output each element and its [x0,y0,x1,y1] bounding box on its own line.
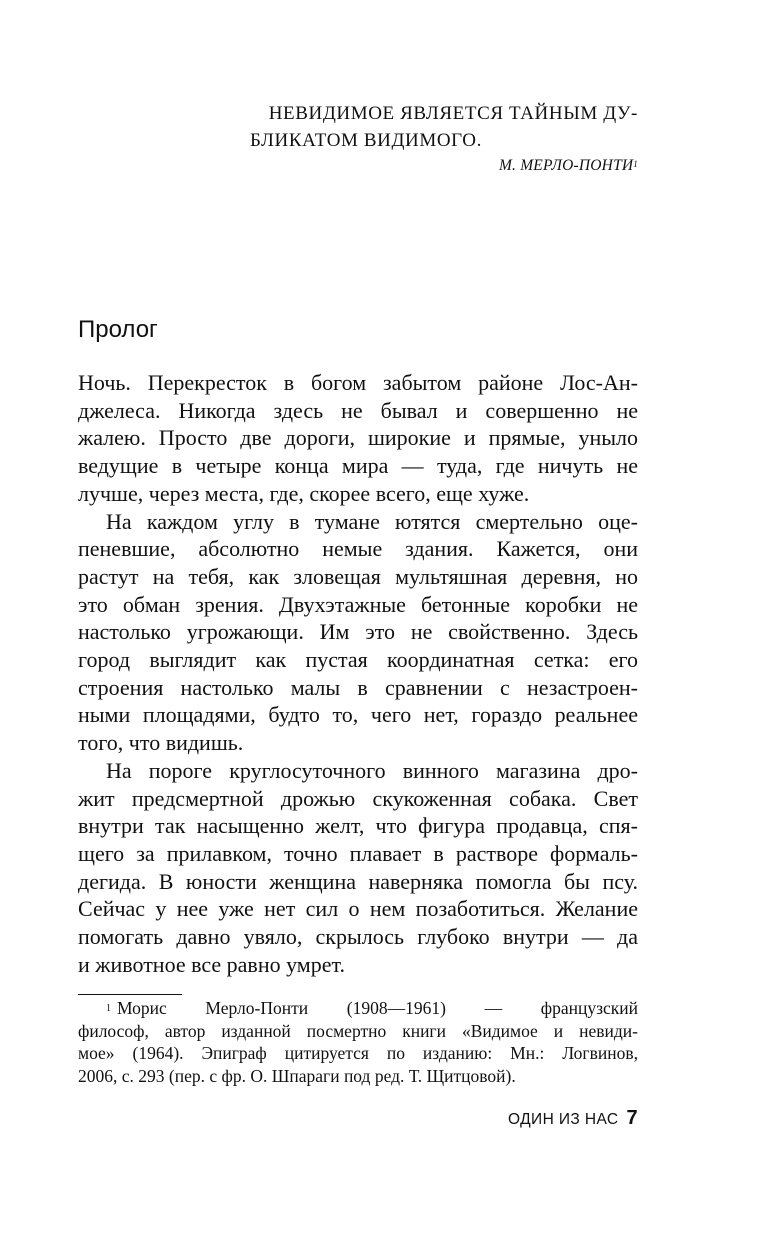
paragraph [78,757,638,979]
text-line: того, что видишь. [78,730,244,756]
text-line: жит предсмертной дрожью скукоженная собака. Свет [78,785,638,811]
footnote-line: 2006, с. 293 (пер. с фр. О. Шпараги под ред. Т. Щитцовой). [78,1065,516,1086]
running-footer [508,1106,638,1132]
epigraph-line: НЕВИДИМОЕ ЯВЛЯЕТСЯ ТАЙНЫМ ДУ- [268,103,638,124]
text-line: лучше, через места, где, скорее всего, еще хуже. [78,480,530,506]
epigraph [250,100,638,176]
footnote-line: философ, автор изданной посмертно книги «Видимое и невиди- [78,1020,638,1041]
text-line: На пороге круглосуточного винного магазина дро- [106,757,638,783]
footnote-divider [78,994,182,995]
footnote-text: Морис Мерло-Понти (1908—1961) — французский [117,998,638,1018]
page-number: 7 [626,1107,638,1129]
paragraph [78,369,638,508]
text-line: щего за прилавком, точно плавает в растворе формаль- [78,840,638,866]
footnote-marker: 1 [106,1003,111,1014]
body-text [78,369,638,978]
text-line: город выглядит как пустая координатная сетка: его [78,647,638,673]
paragraph [78,508,638,757]
text-line: ными площадями, будто то, чего нет, гораздо реальнее [78,702,638,728]
text-line: жалею. Просто две дороги, широкие и прямые, уныло [78,425,638,451]
text-line: ведущие в четыре конца мира — туда, где ничуть не [78,453,638,479]
text-line: растут на тебя, как зловещая мультяшная деревня, но [78,563,638,589]
footnote [78,997,638,1087]
text-line: пеневшие, абсолютно немые здания. Кажется, они [78,536,638,562]
epigraph-author-name: М. МЕРЛО-ПОНТИ [498,157,634,174]
text-line: помогать давно увяло, скрылось глубоко внутри — да [78,924,638,950]
text-line: и животное все равно умрет. [78,951,345,977]
epigraph-author [250,156,638,176]
footnote-reference: 1 [633,159,638,169]
text-line: На каждом углу в тумане ютятся смертельно оце- [106,508,638,534]
text-line: Сейчас у нее уже нет сил о нем позаботиться. Желание [78,896,638,922]
text-line: джелеса. Никогда здесь не бывал и совершенно не [78,397,638,423]
chapter-title: Пролог [78,316,158,343]
epigraph-line: БЛИКАТОМ ВИДИМОГО. [250,130,482,151]
running-title: ОДИН ИЗ НАС [508,1111,619,1128]
footnote-line: мое» (1964). Эпиграф цитируется по изданию: Мн.: Логвинов, [78,1043,638,1063]
footnote-line [78,997,638,1020]
text-line: дегида. В юности женщина наверняка помогла бы псу. [78,868,638,894]
text-line: строения настолько малы в сравнении с незастроен- [78,674,638,700]
text-line: настолько угрожающи. Им это не свойственно. Здесь [78,619,638,645]
text-line: внутри так насыщенно желт, что фигура продавца, спя- [78,813,638,839]
text-line: Ночь. Перекресток в богом забытом районе Лос-Ан- [78,370,638,395]
text-line: это обман зрения. Двухэтажные бетонные коробки не [78,591,638,617]
